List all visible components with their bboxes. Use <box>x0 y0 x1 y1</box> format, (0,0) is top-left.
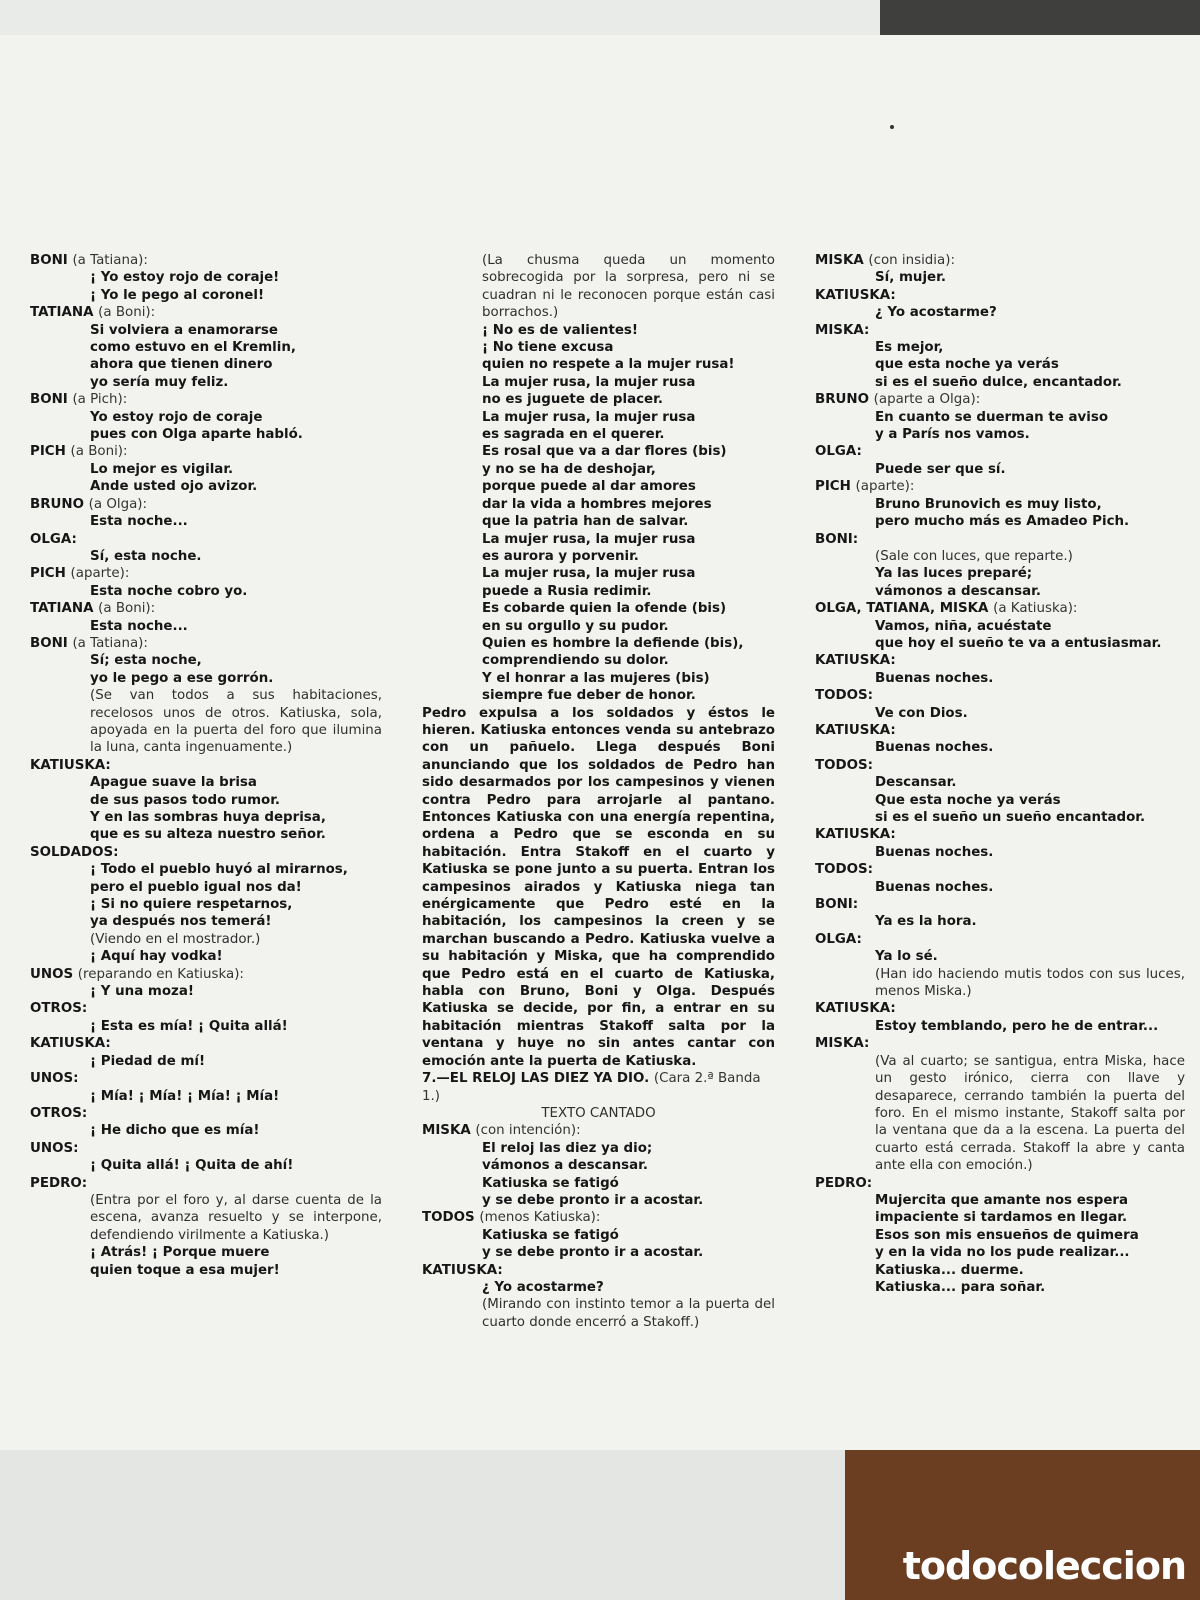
speaker-direction: (a Tatiana): <box>72 635 148 651</box>
column-middle <box>422 252 775 1331</box>
lyric-line: Katiuska se fatigó <box>482 1175 619 1191</box>
sung-lyrics <box>30 1122 382 1139</box>
lyric-line: que esta noche ya verás <box>875 357 1059 373</box>
lyric-line: Descansar. <box>875 775 957 791</box>
sung-lyrics <box>815 948 1185 965</box>
background-table-left <box>0 1440 850 1600</box>
sung-lyrics <box>30 409 382 444</box>
speaker-line <box>30 391 382 408</box>
lyric-line: ¡ No tiene excusa <box>482 340 614 356</box>
lyric-line: que hoy el sueño te va a entusiasmar. <box>875 635 1162 651</box>
lyric-line: Ande usted ojo avizor. <box>90 479 258 495</box>
sung-lyrics <box>30 1244 382 1279</box>
lyric-line: La mujer rusa, la mujer rusa <box>482 409 696 425</box>
lyric-line: porque puede al dar amores <box>482 479 696 495</box>
lyric-line: y se debe pronto ir a acostar. <box>482 1192 704 1208</box>
lyric-line: yo sería muy feliz. <box>90 374 229 390</box>
speaker-line <box>422 1209 775 1226</box>
sung-lyrics <box>30 583 382 600</box>
lyric-line: que la patria han de salvar. <box>482 514 689 530</box>
speaker-name: OLGA: <box>815 931 862 947</box>
sung-lyrics <box>815 565 1185 600</box>
lyric-line: Es rosal que va a dar flores (bis) <box>482 444 727 460</box>
lyric-line: es aurora y porvenir. <box>482 548 639 564</box>
page-mark <box>890 125 894 129</box>
lyric-line: siempre fue deber de honor. <box>482 688 696 704</box>
speaker-name: OTROS: <box>30 1001 88 1017</box>
stage-direction: (Han ido haciendo mutis todos con sus luces, menos Miska.) <box>875 966 1185 1000</box>
speaker-line <box>30 1140 382 1157</box>
speaker-name: UNOS <box>30 966 74 982</box>
lyric-line: En cuanto se duerman te aviso <box>875 409 1109 425</box>
lyric-line: Si volviera a enamorarse <box>90 322 278 338</box>
sung-lyrics <box>815 844 1185 861</box>
lyric-line: si es el sueño un sueño encantador. <box>875 810 1146 825</box>
speaker-line <box>815 722 1185 739</box>
lyric-line: Esta noche cobro yo. <box>90 583 248 599</box>
lyric-line: ¡ Y una moza! <box>90 984 194 1000</box>
lyric-line: es sagrada en el querer. <box>482 427 665 443</box>
speaker-direction: (a Boni): <box>98 601 156 617</box>
sung-lyrics <box>30 618 382 635</box>
speaker-direction: (aparte a Olga): <box>873 392 981 408</box>
speaker-direction: (menos Katiuska): <box>479 1210 601 1226</box>
speaker-line <box>30 1035 382 1052</box>
lyric-line: Ve con Dios. <box>875 705 968 721</box>
speaker-line <box>30 565 382 582</box>
sung-lyrics <box>815 409 1185 444</box>
lyric-line: La mujer rusa, la mujer rusa <box>482 566 696 582</box>
sung-lyrics <box>30 774 382 844</box>
lyric-line: en su orgullo y su pudor. <box>482 618 669 634</box>
speaker-line <box>422 1262 775 1279</box>
speaker-name: SOLDADOS: <box>30 844 119 860</box>
speaker-name: KATIUSKA: <box>815 722 896 738</box>
lyric-line: Katiuska se fatigó <box>482 1227 619 1243</box>
lyric-line: y en la vida no los pude realizar... <box>875 1245 1130 1261</box>
sung-lyrics <box>30 1053 382 1070</box>
speaker-line <box>815 1000 1185 1017</box>
speaker-name: MISKA <box>815 253 864 268</box>
speaker-direction: (con insidia): <box>868 253 955 268</box>
lyric-line: Y el honrar a las mujeres (bis) <box>482 670 710 686</box>
speaker-direction: (a Boni): <box>98 305 156 321</box>
speaker-line <box>815 531 1185 548</box>
lyric-line: La mujer rusa, la mujer rusa <box>482 531 696 547</box>
speaker-line <box>30 443 382 460</box>
speaker-line <box>815 443 1185 460</box>
column-left <box>30 252 382 1279</box>
section-title: 7.—EL RELOJ LAS DIEZ YA DIO. <box>422 1071 650 1087</box>
lyric-line: ¿ Yo acostarme? <box>875 305 997 321</box>
speaker-line <box>815 687 1185 704</box>
sung-lyrics <box>30 1088 382 1105</box>
speaker-direction: (aparte): <box>855 479 915 495</box>
sung-lyrics <box>815 618 1185 653</box>
speaker-line <box>30 757 382 774</box>
speaker-line <box>422 1122 775 1139</box>
speaker-direction: (a Boni): <box>70 444 128 460</box>
speaker-name: MISKA: <box>815 322 870 338</box>
sung-lyrics <box>30 861 382 931</box>
lyric-line: puede a Rusia redimir. <box>482 583 652 599</box>
speaker-line <box>30 1000 382 1017</box>
lyric-line: ¡ He dicho que es mía! <box>90 1123 260 1139</box>
sung-lyrics <box>30 1018 382 1035</box>
speaker-direction: (aparte): <box>70 566 130 582</box>
lyric-line: Buenas noches. <box>875 670 994 686</box>
lyric-line: si es el sueño dulce, encantador. <box>875 374 1122 390</box>
lyric-line: Y en las sombras huya deprisa, <box>90 810 326 825</box>
speaker-line <box>30 966 382 983</box>
speaker-name: BONI <box>30 253 68 268</box>
speaker-line <box>815 896 1185 913</box>
lyric-line: Puede ser que sí. <box>875 461 1006 477</box>
sung-lyrics <box>30 652 382 687</box>
section-heading <box>422 1070 775 1105</box>
lyric-line: ¡ Piedad de mí! <box>90 1053 206 1069</box>
speaker-name: OLGA: <box>815 444 862 460</box>
sung-lyrics <box>30 322 382 392</box>
lyric-line: Sí, esta noche. <box>90 548 202 564</box>
lyric-line: Quien es hombre la defiende (bis), <box>482 635 744 651</box>
lyric-line: La mujer rusa, la mujer rusa <box>482 374 696 390</box>
speaker-name: KATIUSKA: <box>30 757 111 773</box>
speaker-line <box>815 252 1185 269</box>
speaker-line <box>815 600 1185 617</box>
stage-direction: (La chusma queda un momento sobrecogida por la sorpresa, pero ni se cuadran ni le reconocen porque están casi borrachos.) <box>482 253 775 321</box>
lyric-line: Ya las luces preparé; <box>875 566 1033 582</box>
speaker-name: PICH <box>30 566 66 582</box>
speaker-line <box>815 478 1185 495</box>
sung-lyrics <box>30 461 382 496</box>
speaker-line <box>30 304 382 321</box>
speaker-line <box>815 322 1185 339</box>
speaker-line <box>815 931 1185 948</box>
lyric-line: Estoy temblando, pero he de entrar... <box>875 1018 1159 1034</box>
column-right <box>815 252 1185 1296</box>
sung-lyrics <box>815 269 1185 286</box>
speaker-name: BONI: <box>815 531 859 547</box>
sung-lyrics <box>422 1227 775 1262</box>
stage-direction: (Se van todos a sus habitaciones, recelosos unos de otros. Katiuska, sola, apoyada en la puerta del foro que ilumina la luna, canta ingenuamente.) <box>90 688 382 756</box>
speaker-name: TODOS <box>422 1210 475 1226</box>
stage-direction: (Va al cuarto; se santigua, entra Miska, hace un gesto irónico, cierra con llave y desaparece, cerrando también la puerta del foro. En el mismo instante, Stakoff salta por la ventana que da a la escena. La puerta del cuarto está cerrada. Stakoff la abre y canta ante ella con emoción.) <box>875 1053 1185 1174</box>
speaker-direction: (a Katiuska): <box>993 601 1078 617</box>
lyric-line: Katiuska... duerme. <box>875 1262 1024 1278</box>
sung-lyrics <box>815 339 1185 391</box>
speaker-name: PICH <box>30 444 66 460</box>
lyric-line: ahora que tienen dinero <box>90 357 273 373</box>
speaker-line <box>815 391 1185 408</box>
sung-lyrics <box>30 548 382 565</box>
speaker-name: KATIUSKA: <box>815 653 896 669</box>
lyric-line: yo le pego a ese gorrón. <box>90 670 274 686</box>
speaker-name: UNOS: <box>30 1071 79 1087</box>
sung-lyrics <box>815 705 1185 722</box>
lyric-line: Esta noche... <box>90 514 188 530</box>
stage-direction: (Entra por el foro y, al darse cuenta de la escena, avanza resuelto y se interpone, defendiendo virilmente a Katiuska.) <box>90 1192 382 1243</box>
subheading: TEXTO CANTADO <box>541 1105 656 1121</box>
lyric-line: quien no respete a la mujer rusa! <box>482 357 735 373</box>
speaker-name: BONI <box>30 392 68 408</box>
speaker-name: MISKA <box>422 1123 471 1139</box>
lyric-line: impaciente si tardamos en llegar. <box>875 1210 1128 1226</box>
speaker-line <box>815 861 1185 878</box>
speaker-name: TODOS: <box>815 757 874 773</box>
sung-lyrics <box>815 739 1185 756</box>
speaker-name: KATIUSKA: <box>815 287 896 303</box>
lyric-line: pero mucho más es Amadeo Pich. <box>875 514 1130 530</box>
lyric-line: ¡ Si no quiere respetarnos, <box>90 897 293 913</box>
lyric-line: ¡ Yo le pego al coronel! <box>90 287 265 303</box>
speaker-name: BONI <box>30 635 68 651</box>
lyric-line: ¡ Todo el pueblo huyó al mirarnos, <box>90 862 348 878</box>
lyric-line: quien toque a esa mujer! <box>90 1262 280 1278</box>
lyric-line: ¡ Quita allá! ¡ Quita de ahí! <box>90 1158 294 1174</box>
sung-lyrics <box>815 304 1185 321</box>
speaker-direction: (con intención): <box>475 1123 581 1139</box>
lyric-line: Vamos, niña, acuéstate <box>875 618 1052 634</box>
lyric-line: pero el pueblo igual nos da! <box>90 879 302 895</box>
lyric-line: Lo mejor es vigilar. <box>90 461 234 477</box>
lyric-line: vámonos a descansar. <box>482 1158 648 1174</box>
sung-lyrics <box>815 879 1185 896</box>
lyric-line: Sí; esta noche, <box>90 653 202 669</box>
lyric-line: Esta noche... <box>90 618 188 634</box>
lyric-line: y se debe pronto ir a acostar. <box>482 1245 704 1261</box>
speaker-name: TODOS: <box>815 688 874 704</box>
speaker-line <box>30 844 382 861</box>
sung-lyrics <box>422 1140 775 1210</box>
sung-lyrics <box>815 461 1185 478</box>
speaker-name: TODOS: <box>815 862 874 878</box>
lyric-line: ya después nos temerá! <box>90 914 272 930</box>
lyric-line: Mujercita que amante nos espera <box>875 1192 1129 1208</box>
speaker-line <box>30 252 382 269</box>
speaker-line <box>30 635 382 652</box>
lyric-line: Buenas noches. <box>875 844 994 860</box>
lyric-line: no es juguete de placer. <box>482 392 663 408</box>
lyric-line: ¡ Atrás! ¡ Porque muere <box>90 1245 270 1261</box>
stage-direction: (Mirando con instinto temor a la puerta del cuarto donde encerró a Stakoff.) <box>482 1297 775 1330</box>
sung-lyrics <box>815 1018 1185 1035</box>
speaker-name: UNOS: <box>30 1140 79 1156</box>
speaker-direction: (a Olga): <box>88 496 148 512</box>
speaker-name: BONI: <box>815 897 859 913</box>
lyric-line: Que esta noche ya verás <box>875 792 1061 808</box>
speaker-name: KATIUSKA: <box>422 1262 503 1278</box>
speaker-line <box>30 1070 382 1087</box>
sung-lyrics <box>422 322 775 705</box>
sung-lyrics <box>30 983 382 1000</box>
speaker-name: BRUNO <box>815 392 869 408</box>
lyric-line: Apague suave la brisa <box>90 775 257 791</box>
speaker-line <box>815 652 1185 669</box>
sung-lyrics <box>815 670 1185 687</box>
lyric-line: Katiuska... para soñar. <box>875 1279 1046 1295</box>
lyric-line: Yo estoy rojo de coraje <box>90 409 263 425</box>
speaker-direction: (a Tatiana): <box>72 253 148 268</box>
speaker-line <box>30 496 382 513</box>
lyric-line: dar la vida a hombres mejores <box>482 496 712 512</box>
lyric-line: Buenas noches. <box>875 879 994 895</box>
lyric-line: pues con Olga aparte habló. <box>90 427 303 443</box>
speaker-line <box>815 1175 1185 1192</box>
section-note: (Cara 2.ª Banda 1.) <box>422 1071 761 1104</box>
speaker-name: PEDRO: <box>815 1175 873 1191</box>
speaker-name: PEDRO: <box>30 1175 88 1191</box>
lyric-line: ¡ Esta es mía! ¡ Quita allá! <box>90 1018 288 1034</box>
lyric-line: y a París nos vamos. <box>875 427 1030 443</box>
lyric-line: Sí, mujer. <box>875 270 946 286</box>
sung-lyrics <box>422 1279 775 1296</box>
stage-direction: (Sale con luces, que reparte.) <box>875 548 1073 564</box>
speaker-line <box>815 287 1185 304</box>
speaker-direction: (a Pich): <box>72 392 128 408</box>
lyric-line: comprendiendo su dolor. <box>482 653 669 669</box>
speaker-name: PICH <box>815 479 851 495</box>
speaker-name: BRUNO <box>30 496 84 512</box>
lyric-line: Es cobarde quien la ofende (bis) <box>482 601 727 617</box>
stage-direction: (Viendo en el mostrador.) <box>90 931 261 947</box>
lyric-line: Buenas noches. <box>875 740 994 756</box>
speaker-line <box>30 1175 382 1192</box>
sung-lyrics <box>30 1157 382 1174</box>
speaker-name: KATIUSKA: <box>815 1001 896 1017</box>
lyric-line: Es mejor, <box>875 340 944 356</box>
speaker-line <box>30 531 382 548</box>
lyric-line: vámonos a descansar. <box>875 583 1041 599</box>
speaker-direction: (reparando en Katiuska): <box>77 966 244 982</box>
sung-lyrics <box>30 513 382 530</box>
lyric-line: como estuvo en el Kremlin, <box>90 340 296 356</box>
lyric-line: Ya es la hora. <box>875 914 977 930</box>
speaker-name: MISKA: <box>815 1036 870 1052</box>
speaker-line <box>815 826 1185 843</box>
lyric-line: Bruno Brunovich es muy listo, <box>875 496 1102 512</box>
speaker-line <box>815 757 1185 774</box>
plot-summary: Pedro expulsa a los soldados y éstos le hieren. Katiuska entonces venda su antebrazo con un pañuelo. Llega después Boni anunciando que los soldados de Pedro han sido desarmados por los campesinos y vienen contra Pedro para arrojarle al pantano. Entonces Katiuska con una energía repentina, ordena a Pedro que se esconda en su habitación. Entra Stakoff en el cuarto y Katiuska se pone junto a su puerta. Entran los campesinos airados y Katiuska niega tan enérgicamente que Pedro esté en la habitación, los campesinos la creen y se marchan buscando a Pedro. Katiuska vuelve a su habitación y Miska, que ha comprendido que Pedro está en el cuarto de Katiuska, habla con Bruno, Boni y Olga. Después Katiuska se decide, por fin, a entrar en su habitación mientras Stakoff salta por la ventana y huye no sin antes cantar con emoción ante la puerta de Katiuska. <box>422 705 775 1069</box>
lyric-line: que es su alteza nuestro señor. <box>90 827 326 843</box>
lyric-line: Ya lo sé. <box>875 949 938 965</box>
lyric-line: ¿ Yo acostarme? <box>482 1279 604 1295</box>
speaker-name: OLGA: <box>30 531 77 547</box>
speaker-line <box>815 1035 1185 1052</box>
lyric-line: y no se ha de deshojar, <box>482 461 656 477</box>
lyric-line: de sus pasos todo rumor. <box>90 792 281 808</box>
sung-lyrics <box>30 269 382 304</box>
sung-lyrics <box>815 774 1185 826</box>
sung-lyrics <box>815 1192 1185 1296</box>
speaker-name: TATIANA <box>30 601 94 617</box>
lyric-line: ¡ Yo estoy rojo de coraje! <box>90 270 280 286</box>
sung-lyrics <box>30 948 382 965</box>
speaker-line <box>30 1105 382 1122</box>
speaker-name: TATIANA <box>30 305 94 321</box>
lyric-line: ¡ No es de valientes! <box>482 322 638 338</box>
lyric-line: ¡ Aquí hay vodka! <box>90 949 223 965</box>
lyric-line: El reloj las diez ya dio; <box>482 1140 653 1156</box>
speaker-name: KATIUSKA: <box>30 1036 111 1052</box>
sung-lyrics <box>815 496 1185 531</box>
sung-lyrics <box>815 913 1185 930</box>
watermark-logo: todocoleccion <box>902 1544 1186 1588</box>
speaker-name: OLGA, TATIANA, MISKA <box>815 601 989 617</box>
background-top-right <box>880 0 1200 40</box>
speaker-name: KATIUSKA: <box>815 827 896 843</box>
lyric-line: Esos son mis ensueños de quimera <box>875 1227 1139 1243</box>
lyric-line: ¡ Mía! ¡ Mía! ¡ Mía! ¡ Mía! <box>90 1088 280 1104</box>
speaker-name: OTROS: <box>30 1105 88 1121</box>
speaker-line <box>30 600 382 617</box>
